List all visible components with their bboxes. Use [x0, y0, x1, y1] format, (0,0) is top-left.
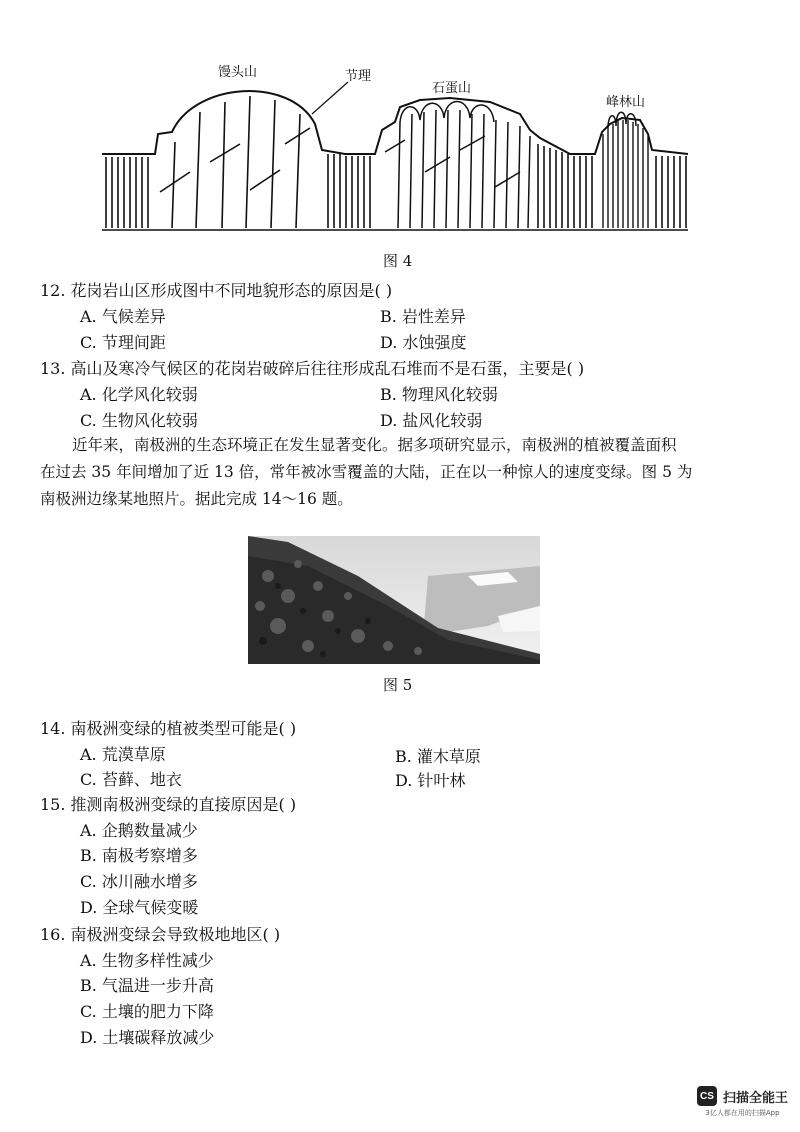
figure-4-caption: 图 4: [383, 252, 413, 270]
question-16-stem: 16. 南极洲变绿会导致极地地区( ): [40, 925, 281, 944]
question-14-stem: 14. 南极洲变绿的植被类型可能是( ): [40, 719, 297, 738]
question-13-option-a: A. 化学风化较弱: [80, 385, 198, 404]
question-13-option-d: D. 盐风化较弱: [380, 411, 483, 430]
granite-landform-svg: [100, 62, 690, 242]
scanner-watermark: [697, 1086, 788, 1118]
scanner-tagline: 3亿人都在用的扫描App: [705, 1109, 780, 1117]
question-15-option-c: C. 冰川融水增多: [80, 872, 198, 891]
question-13-option-b: B. 物理风化较弱: [380, 385, 498, 404]
label-fenglin: 峰林山: [606, 95, 646, 110]
scanner-app-name: 扫描全能王: [722, 1090, 788, 1106]
question-12-option-b: B. 岩性差异: [380, 307, 466, 326]
passage: [40, 432, 760, 513]
label-mantou: 馒头山: [218, 65, 258, 80]
question-16-option-c: C. 土壤的肥力下降: [80, 1002, 214, 1021]
question-12-stem: 12. 花岗岩山区形成图中不同地貌形态的原因是( ): [40, 281, 393, 300]
figure-5-photo: [248, 536, 540, 664]
question-16-option-a: A. 生物多样性减少: [80, 951, 214, 970]
camscanner-logo-icon: CS: [697, 1086, 717, 1106]
question-12-option-d: D. 水蚀强度: [380, 333, 467, 352]
question-15-option-d: D. 全球气候变暖: [80, 898, 199, 917]
question-14-option-c: C. 苔藓、地衣: [80, 770, 182, 789]
figure-4-diagram: [100, 62, 690, 242]
question-15-option-a: A. 企鹅数量减少: [80, 821, 198, 840]
question-14-option-a: A. 荒漠草原: [80, 745, 166, 764]
passage-line-2: 在过去 35 年间增加了近 13 倍，常年被冰雪覆盖的大陆，正在以一种惊人的速度变绿。图 5 为: [40, 463, 693, 481]
figure-5-caption: 图 5: [383, 676, 413, 694]
question-12-option-c: C. 节理间距: [80, 333, 166, 352]
question-14-option-b: B. 灌木草原: [395, 747, 481, 766]
label-shidan: 石蛋山: [432, 81, 472, 96]
question-16-option-d: D. 土壤碳释放减少: [80, 1028, 215, 1047]
question-15-option-b: B. 南极考察增多: [80, 846, 198, 865]
question-15-stem: 15. 推测南极洲变绿的直接原因是( ): [40, 795, 297, 814]
label-jieli: 节理: [345, 69, 372, 84]
question-12-option-a: A. 气候差异: [80, 307, 166, 326]
question-14-option-d: D. 针叶林: [395, 771, 466, 790]
question-16-option-b: B. 气温进一步升高: [80, 976, 214, 995]
question-13-option-c: C. 生物风化较弱: [80, 411, 198, 430]
passage-line-3: 南极洲边缘某地照片。据此完成 14～16 题。: [40, 490, 353, 508]
passage-line-1: 近年来，南极洲的生态环境正在发生显著变化。据多项研究显示，南极洲的植被覆盖面积: [72, 436, 677, 454]
question-13-stem: 13. 高山及寒冷气候区的花岗岩破碎后往往形成乱石堆而不是石蛋，主要是( ): [40, 359, 585, 378]
